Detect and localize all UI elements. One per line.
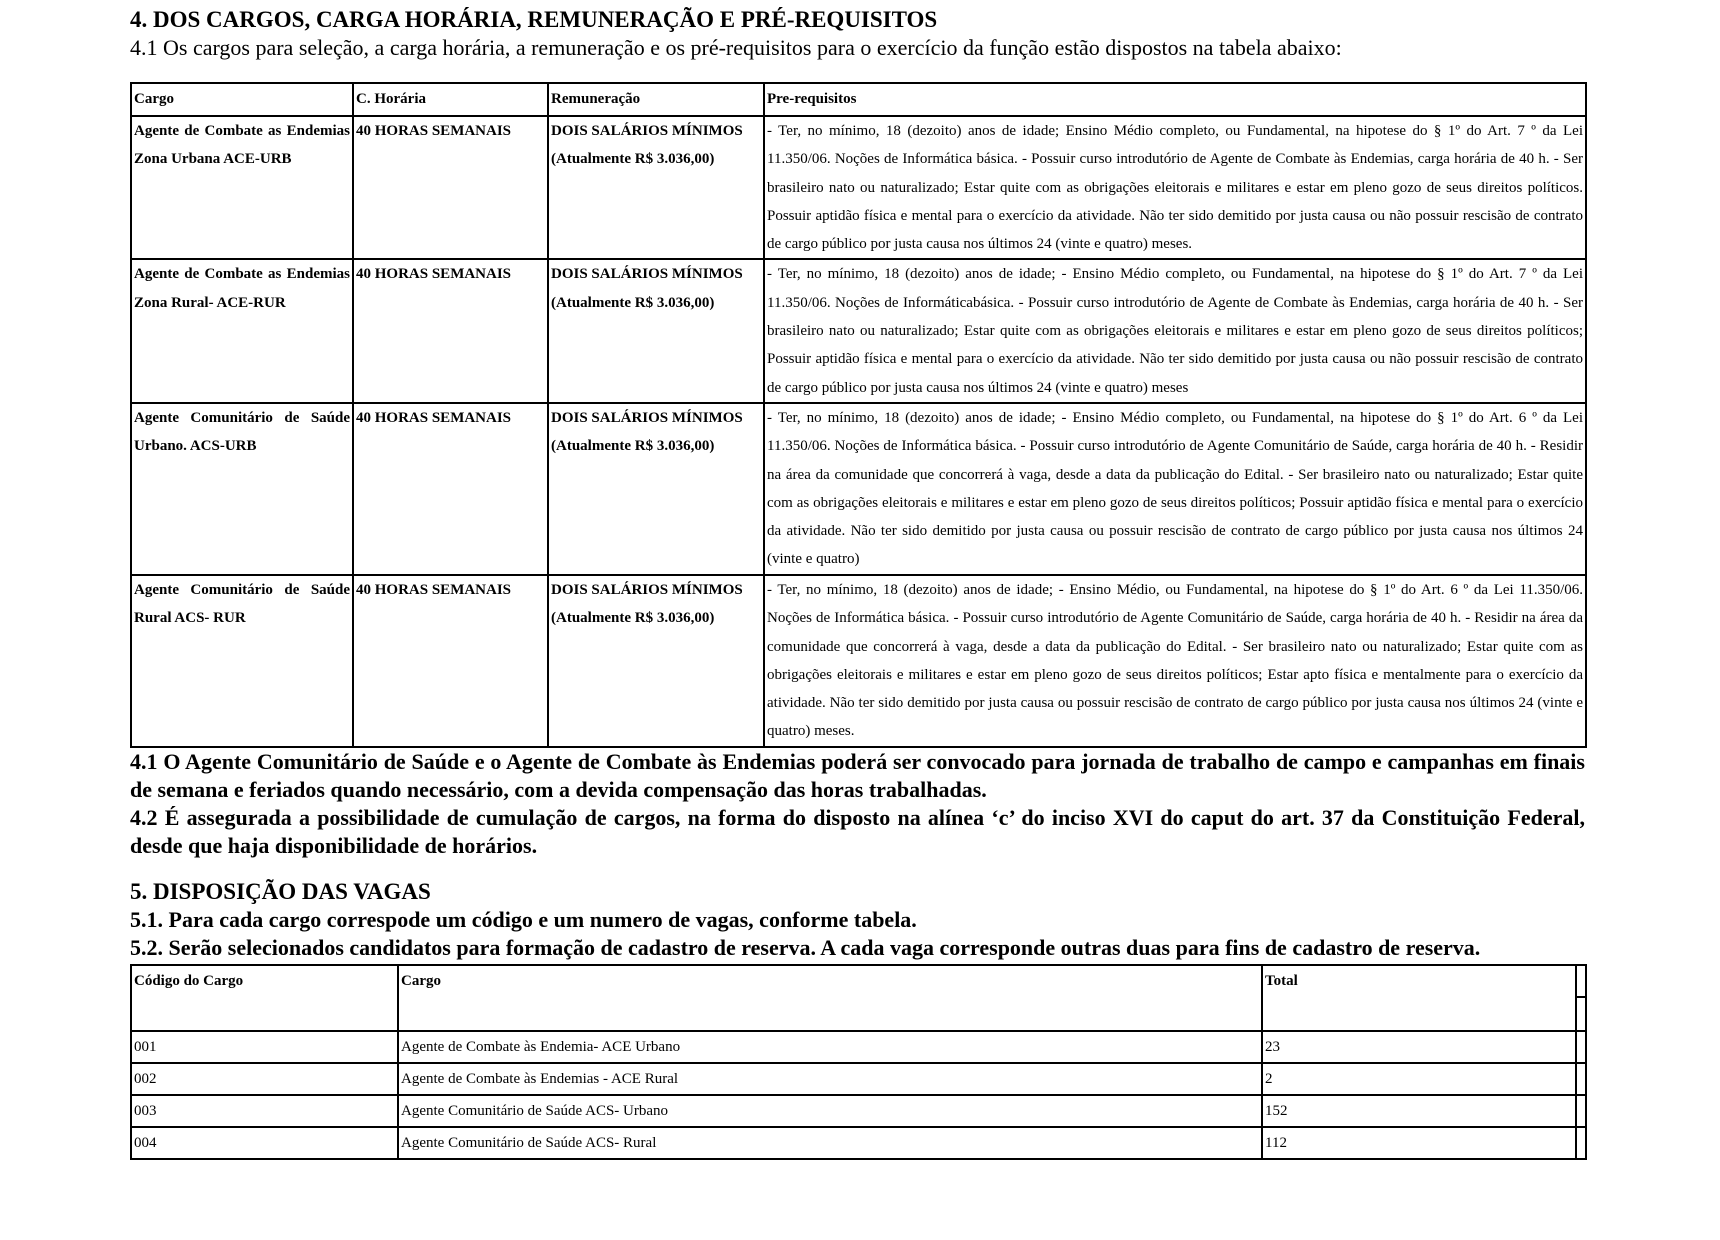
cargos-table: [130, 82, 1587, 748]
remuneracao-cell: DOIS SALÁRIOS MÍNIMOS (Atualmente R$ 3.036,00): [548, 575, 764, 747]
remuneracao-cell: DOIS SALÁRIOS MÍNIMOS (Atualmente R$ 3.036,00): [548, 116, 764, 259]
total-cell: 23: [1262, 1031, 1576, 1063]
spacer-cell: [1576, 1095, 1586, 1127]
spacer-cell: [1576, 965, 1586, 1031]
carga-horaria-cell: 40 HORAS SEMANAIS: [353, 403, 548, 575]
spacer-cell: [1576, 1127, 1586, 1159]
document-page: [130, 6, 1585, 1160]
carga-horaria-cell: 40 HORAS SEMANAIS: [353, 575, 548, 747]
header-cargo: Cargo: [398, 965, 1262, 1031]
paragraph-5-2: 5.2. Serão selecionados candidatos para formação de cadastro de reserva. A cada vaga corresponde outras duas para fins de cadastro de reserva.: [130, 934, 1481, 960]
table-row: [131, 1063, 1586, 1095]
total-cell: 112: [1262, 1127, 1576, 1159]
header-codigo-cargo: Código do Cargo: [131, 965, 398, 1031]
cargo-cell: Agente Comunitário de Saúde Urbano. ACS-URB: [131, 403, 353, 575]
header-pre-requisitos: Pre-requisitos: [764, 83, 1586, 116]
table-row: [131, 116, 1586, 259]
paragraph-4-1: 4.1 O Agente Comunitário de Saúde e o Agente de Combate às Endemias poderá ser convocado para jornada de trabalho de campo e campanhas em finais de semana e feriados quando necessário, com a devida compensação das horas trabalhadas.: [130, 748, 1585, 802]
carga-horaria-cell: 40 HORAS SEMANAIS: [353, 116, 548, 259]
pre-requisitos-cell: - Ter, no mínimo, 18 (dezoito) anos de idade; - Ensino Médio completo, ou Fundamental, na hipotese do § 1º do Art. 6 º da Lei 11.350/06. Noções de Informática básica. - Possuir curso introdutório de Agente Comunitário de Saúde, carga horária de 40 h. - Residir na área da comunidade que concorrerá à vaga, desde a data da publicação do Edital. - Ser brasileiro nato ou naturalizado; Estar quite com as obrigações eleitorais e militares e estar em pleno gozo de seus direitos políticos; Possuir aptidão física e mental para o exercício da atividade. Não ter sido demitido por justa causa ou possuir rescisão de contrato de cargo público por justa causa nos últimos 24 (vinte e quatro): [764, 403, 1586, 575]
codigo-cell: 001: [131, 1031, 398, 1063]
table-row: [131, 1031, 1586, 1063]
header-total: Total: [1262, 965, 1576, 1031]
remuneracao-cell: DOIS SALÁRIOS MÍNIMOS (Atualmente R$ 3.036,00): [548, 259, 764, 402]
cargo-cell: Agente de Combate às Endemia- ACE Urbano: [398, 1031, 1262, 1063]
cargo-cell: Agente Comunitário de Saúde ACS- Urbano: [398, 1095, 1262, 1127]
header-cargo: Cargo: [131, 83, 353, 116]
codigo-cell: 003: [131, 1095, 398, 1127]
table-row: [131, 1095, 1586, 1127]
pre-requisitos-cell: - Ter, no mínimo, 18 (dezoito) anos de idade; - Ensino Médio, ou Fundamental, na hipotese do § 1º do Art. 6 º da Lei 11.350/06. Noções de Informática básica. - Possuir curso introdutório de Agente Comunitário de Saúde, carga horária de 40 h. - Residir na área da comunidade que concorrerá à vaga, desde a data da publicação do Edital. - Ser brasileiro nato ou naturalizado; Estar quite com as obrigações eleitorais e militares e estar em pleno gozo de seus direitos políticos; Estar apto física e mentalmente para o exercício da atividade. Não ter sido demitido por justa causa ou possuir rescisão de contrato de cargo público por justa causa nos últimos 24 (vinte e quatro) meses.: [764, 575, 1586, 747]
cargo-cell: Agente de Combate as Endemias Zona Urbana ACE-URB: [131, 116, 353, 259]
carga-horaria-cell: 40 HORAS SEMANAIS: [353, 259, 548, 402]
section-5-heading: 5. DISPOSIÇÃO DAS VAGAS: [130, 878, 431, 904]
cargo-cell: Agente Comunitário de Saúde Rural ACS- RUR: [131, 575, 353, 747]
total-cell: 2: [1262, 1063, 1576, 1095]
header-carga-horaria: C. Horária: [353, 83, 548, 116]
cargo-cell: Agente de Combate às Endemias - ACE Rural: [398, 1063, 1262, 1095]
paragraph-4-2: 4.2 É assegurada a possibilidade de cumulação de cargos, na forma do disposto na alínea ‘c’ do inciso XVI do caput do art. 37 da Constituição Federal, desde que haja disponibilidade de horários.: [130, 804, 1585, 858]
cargo-cell: Agente Comunitário de Saúde ACS- Rural: [398, 1127, 1262, 1159]
table-row: [131, 403, 1586, 575]
section-4-intro: 4.1 Os cargos para seleção, a carga horária, a remuneração e os pré-requisitos para o exercício da função estão dispostos na tabela abaixo:: [130, 35, 1342, 60]
pre-requisitos-cell: - Ter, no mínimo, 18 (dezoito) anos de idade; Ensino Médio completo, ou Fundamental, na hipotese do § 1º do Art. 7 º da Lei 11.350/06. Noções de Informática básica. - Possuir curso introdutório de Agente de Combate às Endemias, carga horária de 40 h. - Ser brasileiro nato ou naturalizado; Estar quite com as obrigações eleitorais e militares e estar em pleno gozo de seus direitos políticos. Possuir aptidão física e mental para o exercício da atividade. Não ter sido demitido por justa causa ou não possuir rescisão de contrato de cargo público por justa causa nos últimos 24 (vinte e quatro) meses.: [764, 116, 1586, 259]
spacer: [130, 860, 1585, 878]
section-4-heading: 4. DOS CARGOS, CARGA HORÁRIA, REMUNERAÇÃO E PRÉ-REQUISITOS: [130, 7, 938, 32]
cargos-table-header-row: [131, 83, 1586, 116]
vagas-table: [130, 964, 1587, 1160]
paragraph-5-1: 5.1. Para cada cargo correspode um código e um numero de vagas, conforme tabela.: [130, 906, 917, 932]
pre-requisitos-cell: - Ter, no mínimo, 18 (dezoito) anos de idade; - Ensino Médio completo, ou Fundamental, na hipotese do § 1º do Art. 7 º da Lei 11.350/06. Noções de Informáticabásica. - Possuir curso introdutório de Agente de Combate às Endemias, carga horária de 40 h. - Ser brasileiro nato ou naturalizado; Estar quite com as obrigações eleitorais e militares e estar em pleno gozo de seus direitos políticos; Possuir aptidão física e mental para o exercício da atividade. Não ter sido demitido por justa causa ou não possuir rescisão de contrato de cargo público por justa causa nos últimos 24 (vinte e quatro) meses: [764, 259, 1586, 402]
remuneracao-cell: DOIS SALÁRIOS MÍNIMOS (Atualmente R$ 3.036,00): [548, 403, 764, 575]
vagas-table-header-row: [131, 965, 1586, 1031]
table-row: [131, 259, 1586, 402]
table-row: [131, 575, 1586, 747]
header-remuneracao: Remuneração: [548, 83, 764, 116]
cargo-cell: Agente de Combate as Endemias Zona Rural- ACE-RUR: [131, 259, 353, 402]
total-cell: 152: [1262, 1095, 1576, 1127]
codigo-cell: 002: [131, 1063, 398, 1095]
table-row: [131, 1127, 1586, 1159]
codigo-cell: 004: [131, 1127, 398, 1159]
spacer-cell: [1576, 1063, 1586, 1095]
spacer-cell: [1576, 1031, 1586, 1063]
